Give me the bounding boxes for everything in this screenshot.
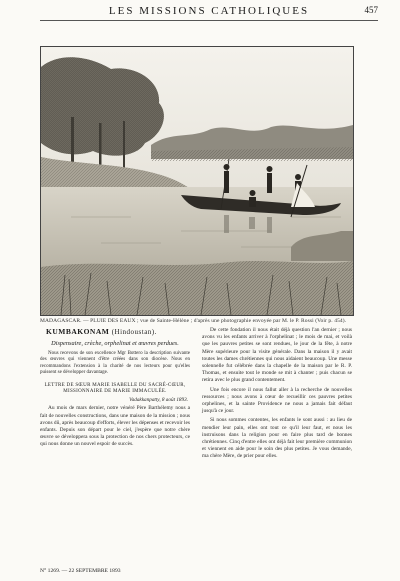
page-number: 457 — [364, 5, 378, 15]
illustration-caption: MADAGASCAR. — PLUIE DES EAUX ; vue de Sainte-Hélène ; d'après une photographie envoyée par M. le P. Rossi (Voir p. 454). — [40, 318, 347, 324]
journal-title: LES MISSIONS CATHOLIQUES — [108, 5, 310, 17]
intro-paragraph: Nous recevons de son excellence Mgr Bottero la description suivante des œuvres qui viennent d'être créées dans son diocèse. Nous en recommandons l'extension à la charité de nos lecteurs pour qu'elles puissent se développer davantage. — [40, 351, 190, 376]
letter-body-paragraph: Au mois de mars dernier, notre vénéré Père Barthélemy nous a fait de nouvelles constructions, dans une maison de la mission ; nous avons dû, après beaucoup d'efforts, élever les dépenses et recevoir les enfants. Depuis son départ pour le ciel, j'espère que notre chère œuvre se développera sous la protection de nos chers protecteurs, ce qui nous donne un nouvel espoir de succès. — [40, 405, 190, 448]
body-paragraph-3: Si nous sommes contentes, les enfants le sont aussi : au lieu de mendier leur pain, elles ont tout ce qu'il leur faut, et nous les instruisons dans la religion pour en faire plus tard de bonnes chrétiennes. Cinq d'entre elles ont déjà fait leur première communion et viennent en aide pour le soin des plus petites. Je vous demande, ma chère Mère, de prier pour elles. — [202, 417, 352, 460]
running-head — [40, 4, 378, 21]
left-column — [40, 327, 190, 451]
engraving-scene — [41, 47, 353, 315]
section-heading — [46, 327, 190, 336]
section-title: KUMBAKONAM — [46, 327, 110, 336]
section-location: (Hindoustan). — [111, 328, 157, 336]
issue-footer: N° 1269. — 22 SEPTEMBRE 1893 — [40, 568, 121, 574]
letter-dateline: Vadakkanpatty, 8 août 1893. — [129, 397, 188, 404]
right-column — [202, 327, 352, 463]
engraving-illustration — [40, 46, 354, 316]
body-paragraph-1: De cette fondation il nous était déjà question l'an dernier ; nous avons vu les enfants arriver à l'orphelinat ; le mois de mai, et voilà que les pauvres petites se sont rendues, le jour de la fête, à notre Mère supérieure pour la visite générale. Dans la maison il y avait toutes les dames chrétiennes qui nous aidaient beaucoup. Une messe solennelle fut célébrée dans la chapelle de la maison par le R. P. Thomas, et ensuite tout le monde se mit à chanter ; puis chacun se retira avec le plus grand contentement. — [202, 327, 352, 384]
letter-heading: LETTRE DE SŒUR MARIE ISABELLE DU SACRÉ-CŒUR, MISSIONNAIRE DE MARIE IMMACULÉE. — [44, 382, 186, 395]
body-paragraph-2: Une fois encore il nous fallut aller à la recherche de nouvelles ressources ; nous avons à cœur de recueillir ces pauvres petites orphelines, et la sainte Providence ne nous a jamais fait défaut jusqu'à ce jour. — [202, 386, 352, 415]
section-subtitle: Dispensaire, crèche, orphelinat et œuvres perdues. — [51, 340, 179, 347]
